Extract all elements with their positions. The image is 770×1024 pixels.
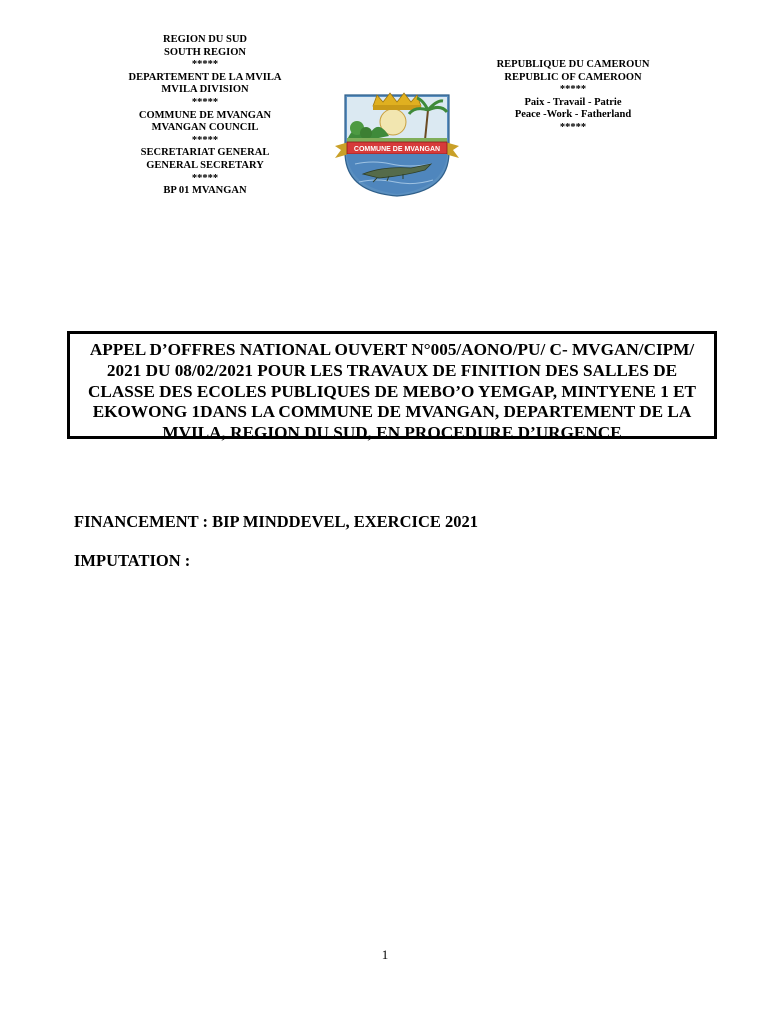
header-separator: ***** xyxy=(559,84,587,96)
header-line: COMMUNE DE MVANGAN xyxy=(138,109,272,121)
council-emblem xyxy=(333,92,461,198)
header-separator: ***** xyxy=(559,121,587,133)
header-line: REPUBLIQUE DU CAMEROUN xyxy=(496,59,650,70)
header-line: GENERAL SECRETARY xyxy=(146,159,264,171)
header-line: MVANGAN COUNCIL xyxy=(151,122,259,134)
header-line: DEPARTEMENT DE LA MVILA xyxy=(128,71,282,83)
header-separator: ***** xyxy=(191,134,219,146)
page-number: 1 xyxy=(381,947,389,962)
header-line: Peace -Work - Fatherland xyxy=(514,109,632,121)
imputation-line: IMPUTATION : xyxy=(74,551,191,570)
header-separator: ***** xyxy=(191,172,219,184)
header-line: REGION DU SUD xyxy=(162,34,247,45)
header-line: REPUBLIC OF CAMEROON xyxy=(504,71,642,83)
emblem-image xyxy=(333,92,461,198)
header-line: SECRETARIAT GENERAL xyxy=(140,147,270,159)
header-line: SOUTH REGION xyxy=(164,46,246,58)
header-line: Paix - Travail - Patrie xyxy=(524,96,622,108)
tender-title: APPEL D’OFFRES NATIONAL OUVERT N°005/AONO/PU/ C- MVGAN/CIPM/ 2021 DU 08/02/2021 POUR LES TRAVAUX DE FINITION DES SALLES DE CLASSE DES ECOLES PUBLIQUES DE MEBO’O YEMGAP, MINTYENE 1 ET EKOWONG 1DANS LA COMMUNE DE MVANGAN, DEPARTEMENT DE LA MVILA, REGION DU SUD, EN PROCEDURE D’URGENCE xyxy=(87,340,697,443)
emblem-banner-text: COMMUNE DE MVANGAN xyxy=(353,146,441,153)
financing-line: FINANCEMENT : BIP MINDDEVEL, EXERCICE 2021 xyxy=(74,512,478,531)
right-header xyxy=(478,59,668,135)
header-line: BP 01 MVANGAN xyxy=(163,185,247,197)
header-line: MVILA DIVISION xyxy=(161,84,249,96)
tender-title-box xyxy=(67,331,717,443)
header-separator: ***** xyxy=(191,59,219,71)
left-header xyxy=(110,34,300,198)
header-separator: ***** xyxy=(191,96,219,108)
